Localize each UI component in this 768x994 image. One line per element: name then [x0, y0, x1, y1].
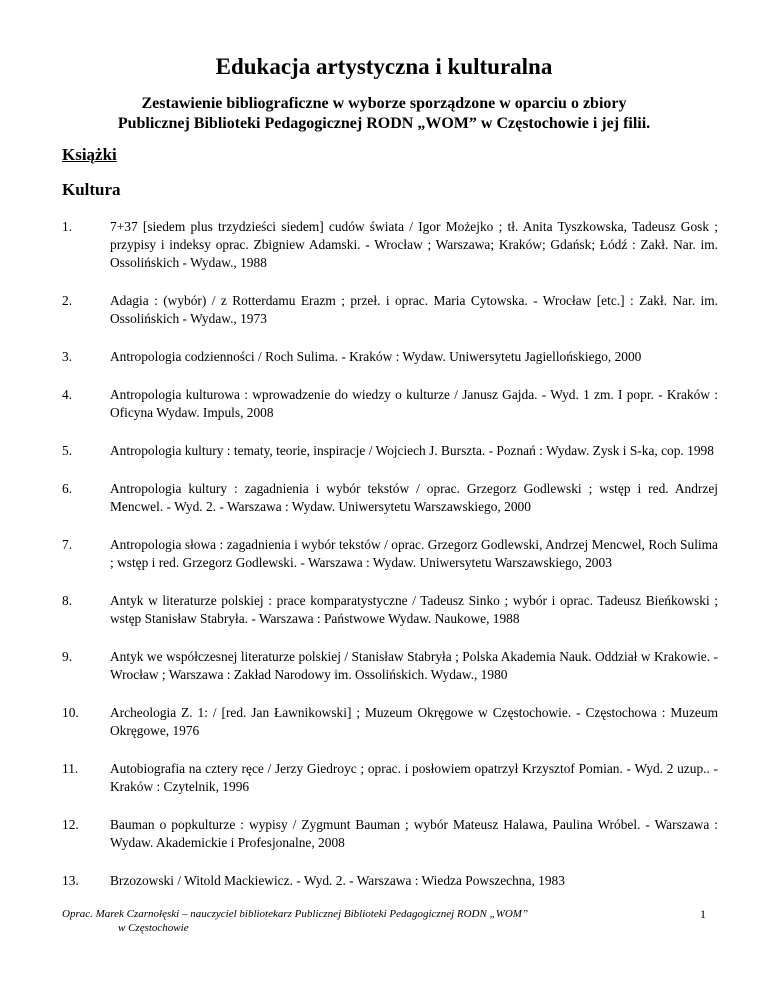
entry-text: Archeologia Z. 1: / [red. Jan Ławnikowski] ; Muzeum Okręgowe w Częstochowie. - Częstochowa : Muzeum Okręgowe, 1976 [110, 705, 718, 738]
bibliography-entry [62, 816, 718, 852]
entry-number: 9. [62, 649, 73, 664]
subtitle-line-2: Publicznej Biblioteki Pedagogicznej RODN „WOM” w Częstochowie i jej filii. [117, 115, 651, 132]
entry-text: Adagia : (wybór) / z Rotterdamu Erazm ; przeł. i oprac. Maria Cytowska. - Wrocław [etc.] : Zakł. Nar. im. Ossolińskich - Wydaw., 1973 [110, 293, 718, 326]
bibliography-entry [62, 872, 718, 890]
document-title: Edukacja artystyczna i kulturalna [215, 54, 553, 79]
bibliography-entry [62, 536, 718, 572]
entry-text: Antropologia codzienności / Roch Sulima. - Kraków : Wydaw. Uniwersytetu Jagiellońskiego, 2000 [110, 349, 642, 364]
bibliography-entry [62, 218, 718, 272]
bibliography-entry [62, 760, 718, 796]
entry-text: Bauman o popkulturze : wypisy / Zygmunt Bauman ; wybór Mateusz Halawa, Paulina Wróbel. - Warszawa : Wydaw. Akademickie i Profesjonalne, 2008 [110, 817, 718, 850]
entry-number: 8. [62, 593, 73, 608]
entry-text: Antyk w literaturze polskiej : prace komparatystyczne / Tadeusz Sinko ; wybór i oprac. Tadeusz Bieńkowski ; wstęp Stanisław Stabryła. - Warszawa : Państwowe Wydaw. Naukowe, 1988 [110, 593, 718, 626]
entry-number: 2. [62, 293, 73, 308]
entry-number: 6. [62, 481, 73, 496]
entry-text: Brzozowski / Witold Mackiewicz. - Wyd. 2. - Warszawa : Wiedza Powszechna, 1983 [110, 873, 565, 888]
footer-line-2: w Częstochowie [118, 922, 189, 934]
footer-line-1: Oprac. Marek Czarnołęski – nauczyciel bibliotekarz Publicznej Biblioteki Pedagogicznej RODN „WOM” [62, 908, 529, 920]
bibliography-entry [62, 480, 718, 516]
bibliography-entry [62, 704, 718, 740]
entry-text: Antropologia kultury : zagadnienia i wybór tekstów / oprac. Grzegorz Godlewski ; wstęp i red. Andrzej Mencwel. - Wyd. 2. - Warszawa : Wydaw. Uniwersytetu Warszawskiego, 2000 [110, 481, 718, 514]
entry-text: Antyk we współczesnej literaturze polskiej / Stanisław Stabryła ; Polska Akademia Nauk. Oddział w Krakowie. - Wrocław ; Warszawa : Zakład Narodowy im. Ossolińskich. Wydaw., 1980 [110, 649, 718, 682]
entry-text: Autobiografia na cztery ręce / Jerzy Giedroyc ; oprac. i posłowiem opatrzył Krzysztof Pomian. - Wyd. 2 uzup.. - Kraków : Czytelnik, 1996 [110, 761, 718, 794]
heading-section-kultura: Kultura [62, 180, 121, 199]
subtitle-line-1: Zestawienie bibliograficzne w wyborze sporządzone w oparciu o zbiory [141, 95, 627, 112]
heading-books: Książki [62, 145, 117, 164]
entry-number: 4. [62, 387, 73, 402]
entry-number: 1. [62, 219, 73, 234]
document-subtitle [40, 94, 728, 134]
entry-text: 7+37 [siedem plus trzydzieści siedem] cudów świata / Igor Możejko ; tł. Anita Tyszkowska, Tadeusz Gosk ; przypisy i indeksy oprac. Zbigniew Adamski. - Wrocław ; Warszawa; Kraków; Gdańsk; Łódź : Zakł. Nar. im. Ossolińskich - Wydaw., 1988 [110, 219, 718, 270]
entry-number: 5. [62, 443, 73, 458]
bibliography-entry [62, 648, 718, 684]
entry-number: 7. [62, 537, 73, 552]
entry-number: 12. [62, 817, 79, 832]
entry-number: 13. [62, 873, 79, 888]
bibliography-entry [62, 386, 718, 422]
bibliography-entry [62, 292, 718, 328]
entry-text: Antropologia kultury : tematy, teorie, inspiracje / Wojciech J. Burszta. - Poznań : Wydaw. Zysk i S-ka, cop. 1998 [110, 443, 714, 458]
bibliography-entry [62, 348, 718, 366]
bibliography-list [62, 218, 718, 910]
page-number: 1 [700, 907, 706, 921]
entry-number: 3. [62, 349, 73, 364]
entry-number: 10. [62, 705, 79, 720]
page-footer [62, 907, 622, 935]
entry-text: Antropologia słowa : zagadnienia i wybór tekstów / oprac. Grzegorz Godlewski, Andrzej Mencwel, Roch Sulima ; wstęp i red. Grzegorz Godlewski. - Warszawa : Wydaw. Uniwersytetu Warszawskiego, 2003 [110, 537, 718, 570]
bibliography-entry [62, 442, 718, 460]
entry-number: 11. [62, 761, 79, 776]
bibliography-entry [62, 592, 718, 628]
entry-text: Antropologia kulturowa : wprowadzenie do wiedzy o kulturze / Janusz Gajda. - Wyd. 1 zm. I popr. - Kraków : Oficyna Wydaw. Impuls, 2008 [110, 387, 718, 420]
